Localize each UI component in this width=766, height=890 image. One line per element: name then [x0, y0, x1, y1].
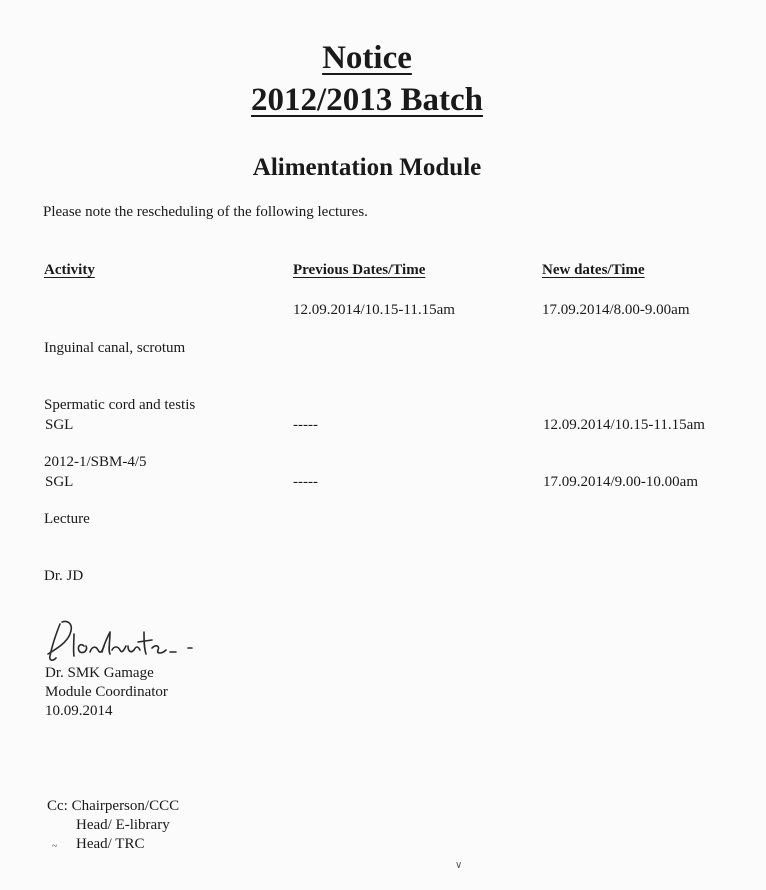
intro-text: Please note the rescheduling of the following lectures.	[43, 204, 368, 220]
new-date-cell: 17.09.2014/9.00-10.00am	[543, 474, 698, 490]
activity-cell	[44, 301, 195, 624]
activity-line: Spermatic cord and testis	[44, 397, 196, 413]
cc-list	[47, 797, 179, 854]
signatory-name: Dr. SMK Gamage	[45, 665, 154, 681]
scan-speck: ~	[52, 841, 58, 852]
column-header-new: New dates/Time	[542, 262, 645, 278]
cc-line: Head/ TRC	[76, 836, 145, 852]
column-header-previous: Previous Dates/Time	[293, 262, 426, 278]
signature-block	[45, 664, 168, 721]
activity-cell: SGL	[45, 474, 74, 490]
signature-date: 10.09.2014	[45, 703, 113, 719]
signatory-role: Module Coordinator	[45, 684, 168, 700]
handwritten-signature	[40, 612, 200, 668]
cc-line: Head/ E-library	[76, 817, 170, 833]
activity-line: 2012-1/SBM-4/5	[44, 454, 147, 470]
previous-date-cell: -----	[293, 474, 318, 490]
activity-line: Lecture	[44, 511, 90, 527]
activity-cell: SGL	[45, 417, 74, 433]
scan-speck: ∨	[455, 860, 463, 871]
batch-title: 2012/2013 Batch	[251, 82, 483, 118]
notice-title: Notice	[322, 40, 412, 76]
activity-line: Dr. JD	[44, 568, 84, 584]
cc-line: Cc: Chairperson/CCC	[47, 798, 180, 814]
new-date-cell: 17.09.2014/8.00-9.00am	[542, 302, 690, 318]
column-header-activity: Activity	[44, 262, 95, 278]
previous-date-cell: -----	[293, 417, 318, 433]
new-date-cell: 12.09.2014/10.15-11.15am	[543, 417, 705, 433]
module-title: Alimentation Module	[252, 154, 482, 181]
activity-line: Inguinal canal, scrotum	[44, 340, 186, 356]
previous-date-cell: 12.09.2014/10.15-11.15am	[293, 302, 455, 318]
